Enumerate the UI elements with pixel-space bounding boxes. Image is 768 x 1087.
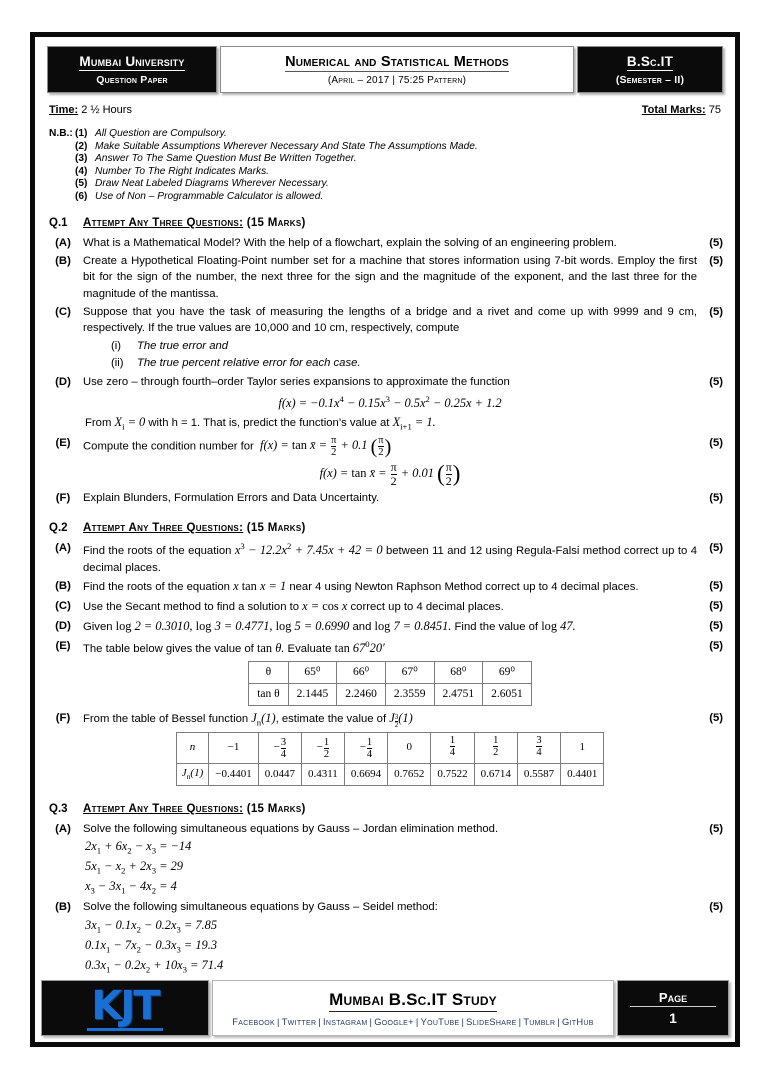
question-2-d <box>47 618 723 636</box>
question-number: Q.1 <box>49 216 68 229</box>
table-cell: 0.6714 <box>474 764 517 785</box>
part-marks: (5) <box>709 236 723 249</box>
instruction-number: (4) <box>75 165 88 177</box>
header-university-box <box>47 46 217 93</box>
sub-item-i <box>111 338 697 354</box>
nb-label: N.B.: <box>49 128 73 139</box>
question-2-a <box>47 540 723 576</box>
instructions-block <box>49 128 723 202</box>
total-marks: Total Marks: 75 <box>641 104 721 116</box>
exam-session: (April – 2017 | 75:25 Pattern) <box>327 74 467 86</box>
table-row <box>249 662 532 684</box>
instruction-number: (2) <box>75 140 88 152</box>
table-cell: 0.4401 <box>561 764 604 785</box>
table-row-header: $J_n(1)$ <box>176 764 209 785</box>
part-label: (A) <box>55 822 71 835</box>
part-marks: (5) <box>709 822 723 835</box>
page-content <box>35 37 735 1042</box>
table-cell: 65⁰ <box>288 662 337 684</box>
table-cell: $\frac{1}{2}$ <box>474 733 517 764</box>
question-1-b <box>47 253 723 302</box>
instruction-item <box>75 178 723 189</box>
question-number: Q.3 <box>49 802 68 815</box>
instruction-number: (1) <box>75 128 88 139</box>
part-marks: (5) <box>709 254 723 267</box>
part-text: From the table of Bessel function $J_n(1)$, estimate the value of J $_{\frac{3}{2}}$ (1) n −1 − $\frac{3}{4}$ − $\frac{1}{2}$ − $\frac{1}{4}$ 0 $\frac{1}{4}$ $\frac{1}{2}$ $\frac{3}{4}$ 1 $J_n(1)$ −0.4401 0.0447 0.4311 0.6694 0.7652 0.7522 0.6714 0.5587 0.4401 <box>83 710 697 788</box>
table-cell: − $\frac{3}{4}$ <box>258 733 301 764</box>
page-frame <box>30 32 740 1047</box>
part-marks: (5) <box>709 541 723 554</box>
question-3-heading <box>49 803 723 815</box>
part-label: (E) <box>55 640 71 653</box>
equation-gauss-jordan-1: $2x_1 + 6x_2 - x_3 = -14$ <box>85 839 192 856</box>
table-row <box>176 764 604 785</box>
table-cell: 2.6051 <box>483 683 532 705</box>
equation-cubic: $x^3 - 12.2x^2 + 7.45x + 42 = 0$ <box>234 540 383 557</box>
link-slideshare[interactable]: SlideShare <box>466 1016 517 1027</box>
instruction-text: Draw Neat Labeled Diagrams Wherever Necessary. <box>95 178 329 189</box>
exam-meta-row <box>49 104 721 116</box>
header-subject-box <box>220 46 574 93</box>
footer-brand-box <box>212 980 614 1036</box>
part-label: (A) <box>55 541 71 554</box>
question-1-f <box>47 490 723 506</box>
instruction-text: Use of Non – Programmable Calculator is allowed. <box>95 190 324 202</box>
link-github[interactable]: GitHub <box>562 1016 594 1027</box>
table-cell: 0.5587 <box>517 764 560 785</box>
part-text: Suppose that you have the task of measuring the lengths of a bridge and a rivet and come up with 9999 and 9 cm, respectively. If the true values are 10,000 and 10 cm, respectively, compute (i) The true error and (ii) The true percent relative error for each case. <box>83 304 697 372</box>
question-marks-note: (15 Marks) <box>243 521 306 534</box>
equation-xcosx: x = cos x <box>302 599 348 614</box>
part-label: (F) <box>55 711 71 724</box>
link-instagram[interactable]: Instagram <box>323 1016 368 1027</box>
table-cell: 2.3559 <box>385 683 434 705</box>
table-cell: 0.7522 <box>431 764 474 785</box>
question-1-c <box>47 304 723 372</box>
part-marks: (5) <box>709 375 723 388</box>
instruction-number: (5) <box>75 178 88 189</box>
table-cell: $\frac{1}{4}$ <box>431 733 474 764</box>
part-marks: (5) <box>709 306 723 318</box>
part-label: (D) <box>55 620 71 633</box>
table-cell: 0.7652 <box>388 764 431 785</box>
document-type: Question Paper <box>96 73 168 86</box>
sub-item-number: (ii) <box>111 357 124 370</box>
link-youtube[interactable]: YouTube <box>420 1016 460 1027</box>
part-marks: (5) <box>709 437 723 450</box>
document-header <box>47 46 723 93</box>
instruction-item <box>75 166 723 177</box>
question-1-d <box>47 374 723 434</box>
part-marks: (5) <box>709 711 723 724</box>
page-number: 1 <box>669 1010 677 1026</box>
link-twitter[interactable]: Twitter <box>281 1016 317 1027</box>
part-label: (D) <box>55 375 71 388</box>
page-label: Page <box>630 990 716 1007</box>
table-cell: 0.0447 <box>258 764 301 785</box>
table-row <box>176 733 604 764</box>
subject-title: Numerical and Statistical Methods <box>285 53 509 70</box>
part-marks: (5) <box>709 901 723 914</box>
sub-item-text: The true percent relative error for each case. <box>137 357 361 370</box>
equation-gauss-seidel-1: $3x_1 - 0.1x_2 - 0.2x_3 = 7.85$ <box>85 917 218 935</box>
equation-gauss-seidel-2: $0.1x_1 - 7x_2 - 0.3x_3 = 19.3$ <box>85 937 218 955</box>
question-1-a <box>47 235 723 251</box>
time-allotted: Time: 2 ½ Hours <box>49 104 132 116</box>
part-label: (B) <box>55 901 71 914</box>
part-marks: (5) <box>709 640 723 653</box>
university-name: Mumbai University <box>79 53 185 69</box>
table-cell: − $\frac{1}{2}$ <box>301 733 344 764</box>
instruction-text: Answer To The Same Question Must Be Written Together. <box>95 153 357 164</box>
part-text: Solve the following simultaneous equations by Gauss – Jordan elimination method. $2x_1 + 6x_2 - x_3 = -14$ $5x_1 - x_2 + 2x_3 = 29$ $x_3 - 3x_1 - 4x_2 = 4$ <box>83 821 697 898</box>
instruction-item <box>75 191 723 202</box>
part-text: Solve the following simultaneous equations by Gauss – Seidel method: $3x_1 - 0.1x_2 - 0.2x_3 = 7.85$ $0.1x_1 - 7x_2 - 0.3x_3 = 19.3$ $0.3x_1 - 0.2x_2 + 10x_3 = 71.4$ <box>83 899 697 976</box>
part-label: (C) <box>55 306 71 318</box>
question-1-heading <box>49 217 723 229</box>
equation-condition-number-1: f(x) = tan x̄ = $\frac{\pi}{2}$ + 0.1 ( $\frac{\pi}{2}$ ) <box>256 435 392 459</box>
table-cell: 68⁰ <box>434 662 483 684</box>
bessel-function-table <box>176 732 605 785</box>
question-instruction: Attempt Any Three Questions: <box>83 521 244 534</box>
instruction-item <box>75 141 723 152</box>
footer-page-box <box>617 980 729 1036</box>
equation-gauss-jordan-2: $5x_1 - x_2 + 2x_3 = 29$ <box>85 859 183 876</box>
equation-condition-number-2: f(x) = tan x̄ = $\frac{\pi}{2}$ + 0.01 ( $\frac{\pi}{2}$ ) <box>319 460 461 488</box>
part-marks: (5) <box>709 620 723 633</box>
table-cell: $\frac{3}{4}$ <box>517 733 560 764</box>
part-marks: (5) <box>709 492 723 505</box>
page-footer <box>41 980 729 1036</box>
table-cell: 0.6694 <box>344 764 387 785</box>
equation-taylor-condition: From $X_i = 0$ with h = 1. That is, predict the function’s value at $X_{i+1} = 1$. <box>85 414 436 432</box>
kjt-logo: KJT <box>87 986 162 1031</box>
bessel-table-wrapper <box>83 732 697 785</box>
part-text: Compute the condition number for f(x) = tan x̄ = $\frac{\pi}{2}$ + 0.1 ( $\frac{\pi}{2}$ ) f(x) = tan x̄ = $\frac{\pi}{2}$ + 0.01 ( $\frac{\pi}{2}$ ) <box>83 435 697 488</box>
table-cell: 66⁰ <box>337 662 386 684</box>
table-cell: 69⁰ <box>483 662 532 684</box>
part-text: What is a Mathematical Model? With the help of a flowchart, explain the solving of an engineering problem. <box>83 236 617 249</box>
part-text: Find the roots of the equation x tan x = 1 near 4 using Newton Raphson Method correct up to 4 decimal places. <box>83 579 639 594</box>
part-text: Given log 2 = 0.3010, log 3 = 0.4771, log 5 = 0.6990 and log 7 = 0.8451. Find the value of log 47. <box>83 619 576 634</box>
instruction-number: (6) <box>75 190 88 202</box>
tan-table-wrapper <box>83 661 697 705</box>
part-text: Use the Secant method to find a solution to x = cos x correct up to 4 decimal places. <box>83 599 504 614</box>
part-label: (B) <box>55 254 71 267</box>
table-cell: 2.1445 <box>288 683 337 705</box>
table-cell: 67⁰ <box>385 662 434 684</box>
question-2-c <box>47 598 723 616</box>
question-3-b <box>47 899 723 976</box>
part-label: (F) <box>55 492 71 505</box>
part-label: (C) <box>55 600 71 613</box>
part-text: Use zero – through fourth–order Taylor series expansions to approximate the function $f(x) = -0.1x^4 - 0.15x^3 - 0.5x^2 - 0.25x + 1.2$ From $X_i = 0$ with h = 1. That is, predict the function’s value at $X_{i+1} = 1$. <box>83 374 697 434</box>
equation-xtanx: x tan x = 1 <box>233 579 287 594</box>
question-number: Q.2 <box>49 521 68 534</box>
part-marks: (5) <box>709 600 723 613</box>
part-text: Explain Blunders, Formulation Errors and Data Uncertainty. <box>83 492 380 505</box>
instruction-item <box>75 153 723 164</box>
table-row-header: tan θ <box>249 683 288 705</box>
table-cell: 2.4751 <box>434 683 483 705</box>
sub-item-number: (i) <box>111 339 122 352</box>
part-label: (A) <box>55 236 71 249</box>
part-text: Find the roots of the equation $x^3 - 12.2x^2 + 7.45x + 42 = 0$ between 11 and 12 using Regula-Falsi method correct up to 4 decimal places. <box>83 540 698 574</box>
table-cell: 2.2460 <box>337 683 386 705</box>
link-tumblr[interactable]: Tumblr <box>523 1016 556 1027</box>
header-course-box <box>577 46 723 93</box>
question-1-e <box>47 435 723 488</box>
question-2-e <box>47 638 723 707</box>
footer-logo-box <box>41 980 209 1036</box>
instruction-text: All Question are Compulsory. <box>95 128 227 139</box>
question-instruction: Attempt Any Three Questions: <box>83 216 244 229</box>
question-2-f <box>47 710 723 788</box>
question-instruction: Attempt Any Three Questions: <box>83 802 244 815</box>
social-links: Facebook | Twitter | Instagram | Google+ | YouTube | SlideShare | Tumblr | GitHub <box>232 1016 594 1027</box>
link-facebook[interactable]: Facebook <box>232 1016 275 1027</box>
instruction-text: Make Suitable Assumptions Wherever Necessary And State The Assumptions Made. <box>95 140 478 152</box>
table-cell: − $\frac{1}{4}$ <box>344 733 387 764</box>
instruction-number: (3) <box>75 153 88 164</box>
instruction-text: Number To The Right Indicates Marks. <box>95 165 270 177</box>
question-marks-note: (15 Marks) <box>243 216 306 229</box>
part-marks: (5) <box>709 580 723 593</box>
table-cell: 1 <box>561 733 604 764</box>
question-2-heading <box>49 522 723 534</box>
table-row-header: θ <box>249 662 288 684</box>
question-3-a <box>47 821 723 898</box>
table-cell: −1 <box>209 733 258 764</box>
part-label: (E) <box>55 437 71 450</box>
table-row-header: n <box>176 733 209 764</box>
table-cell: 0 <box>388 733 431 764</box>
instruction-item <box>49 128 723 139</box>
equation-gauss-jordan-3: $x_3 - 3x_1 - 4x_2 = 4$ <box>85 879 177 896</box>
question-marks-note: (15 Marks) <box>243 802 306 815</box>
question-2-b <box>47 578 723 596</box>
table-cell: −0.4401 <box>209 764 258 785</box>
equation-gauss-seidel-3: $0.3x_1 - 0.2x_2 + 10x_3 = 71.4$ <box>85 957 224 975</box>
part-text: Create a Hypothetical Floating-Point number set for a machine that stores information using 7-bit words. Employ the first bit for the sign of the number, the next three for the sign and the magnitude of the exponent, and the last three for the magnitude of the mantissa. <box>83 254 697 300</box>
link-googleplus[interactable]: Google+ <box>374 1016 414 1027</box>
semester-label: (Semester – II) <box>615 73 685 86</box>
part-label: (B) <box>55 580 71 593</box>
part-text: The table below gives the value of tan θ. Evaluate $\tan 67^020'$ θ 65⁰ 66⁰ 67⁰ 68⁰ 69⁰ tan θ 2.1445 2.2460 2.3559 2.4751 2.6051 <box>83 638 697 707</box>
footer-title: Mumbai B.Sc.IT Study <box>329 990 497 1012</box>
course-name: B.Sc.IT <box>626 53 674 69</box>
table-row <box>249 683 532 705</box>
tan-theta-table <box>248 661 532 705</box>
table-cell: 0.4311 <box>301 764 344 785</box>
sub-item-text: The true error and <box>137 339 229 352</box>
sub-item-ii <box>111 355 697 371</box>
equation-taylor-function: $f(x) = -0.1x^4 - 0.15x^3 - 0.5x^2 - 0.25x + 1.2$ <box>278 393 502 410</box>
